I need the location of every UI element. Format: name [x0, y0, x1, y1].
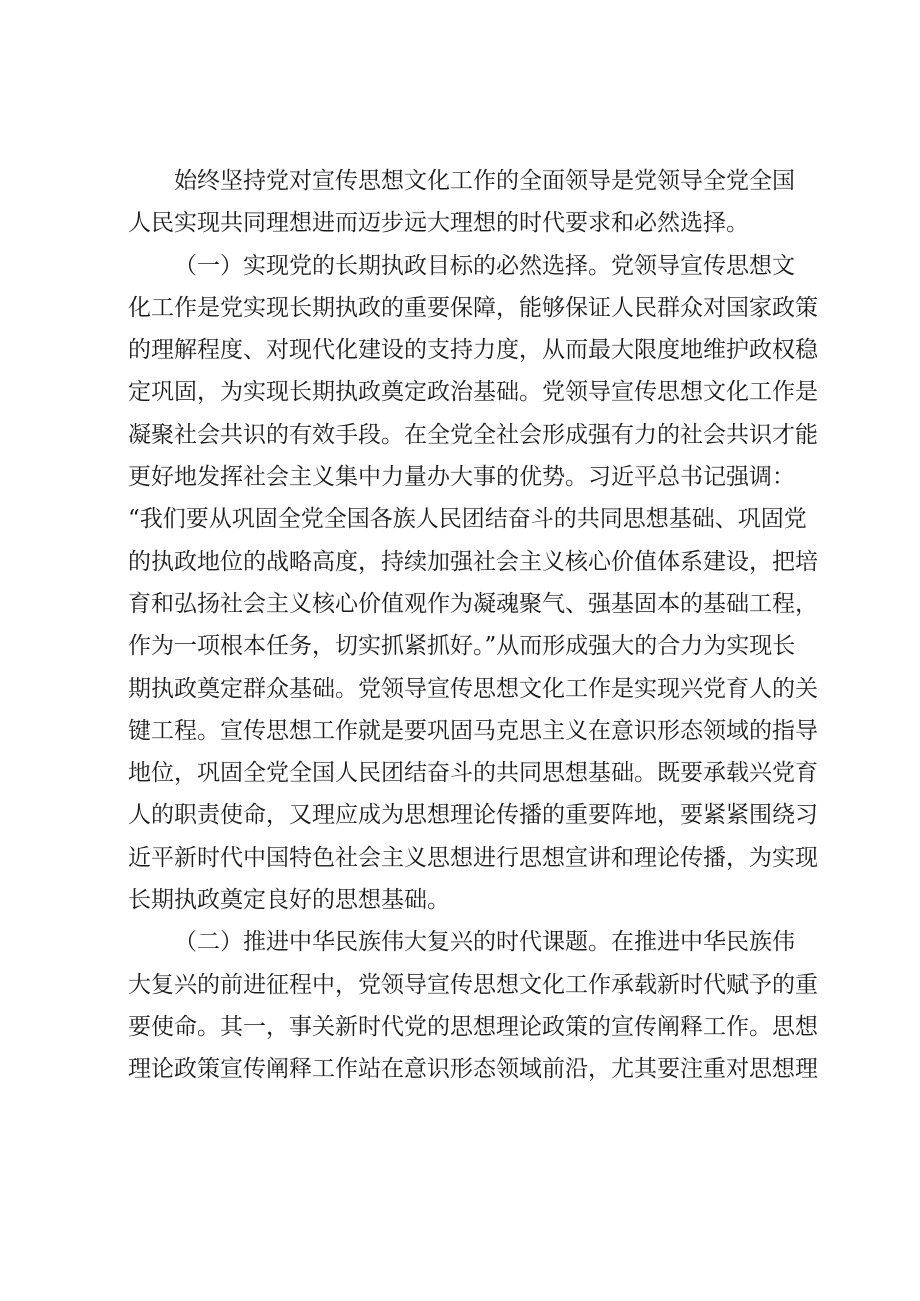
paragraph-2-line-7: “我们要从巩固全党全国各族人民团结奋斗的共同思想基础、巩固党: [128, 506, 807, 533]
paragraph-2-line-6: 更好地发挥社会主义集中力量办大事的优势。习近平总书记强调：: [128, 464, 795, 491]
paragraph-2-line-15: 近平新时代中国特色社会主义思想进行思想宣讲和理论传播，为实现: [128, 844, 818, 871]
paragraph-3-line-2: 大复兴的前进征程中，党领导宣传思想文化工作承载新时代赋予的重: [128, 971, 818, 998]
paragraph-2-line-14: 人的职责使命，又理应成为思想理论传播的重要阵地，要紧紧围绕习: [128, 802, 818, 829]
paragraph-3-line-4: 理论政策宣传阐释工作站在意识形态领域前沿，尤其要注重对思想理: [128, 1056, 818, 1083]
paragraph-2-line-16: 长期执政奠定良好的思想基础。: [128, 887, 450, 914]
paragraph-1-line-2: 人民实现共同理想进而迈步远大理想的时代要求和必然选择。: [128, 210, 749, 237]
paragraph-2-line-9: 育和弘扬社会主义核心价值观作为凝魂聚气、强基固本的基础工程，: [128, 590, 818, 617]
paragraph-2-line-3: 的理解程度、对现代化建设的支持力度，从而最大限度地维护政权稳: [128, 337, 818, 364]
paragraph-2-line-1: （一）实现党的长期执政目标的必然选择。党领导宣传思想文: [174, 252, 795, 279]
paragraph-1-line-1: 始终坚持党对宣传思想文化工作的全面领导是党领导全党全国: [174, 168, 795, 194]
paragraph-3-line-3: 要使命。其一，事关新时代党的思想理论政策的宣传阐释工作。思想: [128, 1013, 818, 1040]
paragraph-3-line-1: （二）推进中华民族伟大复兴的时代课题。在推进中华民族伟: [174, 929, 795, 956]
paragraph-2-line-13: 地位，巩固全党全国人民团结奋斗的共同思想基础。既要承载兴党育: [128, 760, 818, 787]
document-body: [128, 160, 818, 1091]
paragraph-2-line-10: 作为一项根本任务，切实抓紧抓好。”从而形成强大的合力为实现长: [128, 633, 796, 660]
paragraph-2-line-11: 期执政奠定群众基础。党领导宣传思想文化工作是实现兴党育人的关: [128, 675, 818, 702]
paragraph-2-line-5: 凝聚社会共识的有效手段。在全党全社会形成强有力的社会共识才能: [128, 421, 818, 448]
paragraph-2-line-4: 定巩固，为实现长期执政奠定政治基础。党领导宣传思想文化工作是: [128, 379, 818, 406]
paragraph-2-line-12: 键工程。宣传思想工作就是要巩固马克思主义在意识形态领域的指导: [128, 717, 818, 744]
paragraph-2-line-8: 的执政地位的战略高度，持续加强社会主义核心价值体系建设，把培: [128, 548, 818, 575]
paragraph-2-line-2: 化工作是党实现长期执政的重要保障，能够保证人民群众对国家政策: [128, 294, 818, 321]
